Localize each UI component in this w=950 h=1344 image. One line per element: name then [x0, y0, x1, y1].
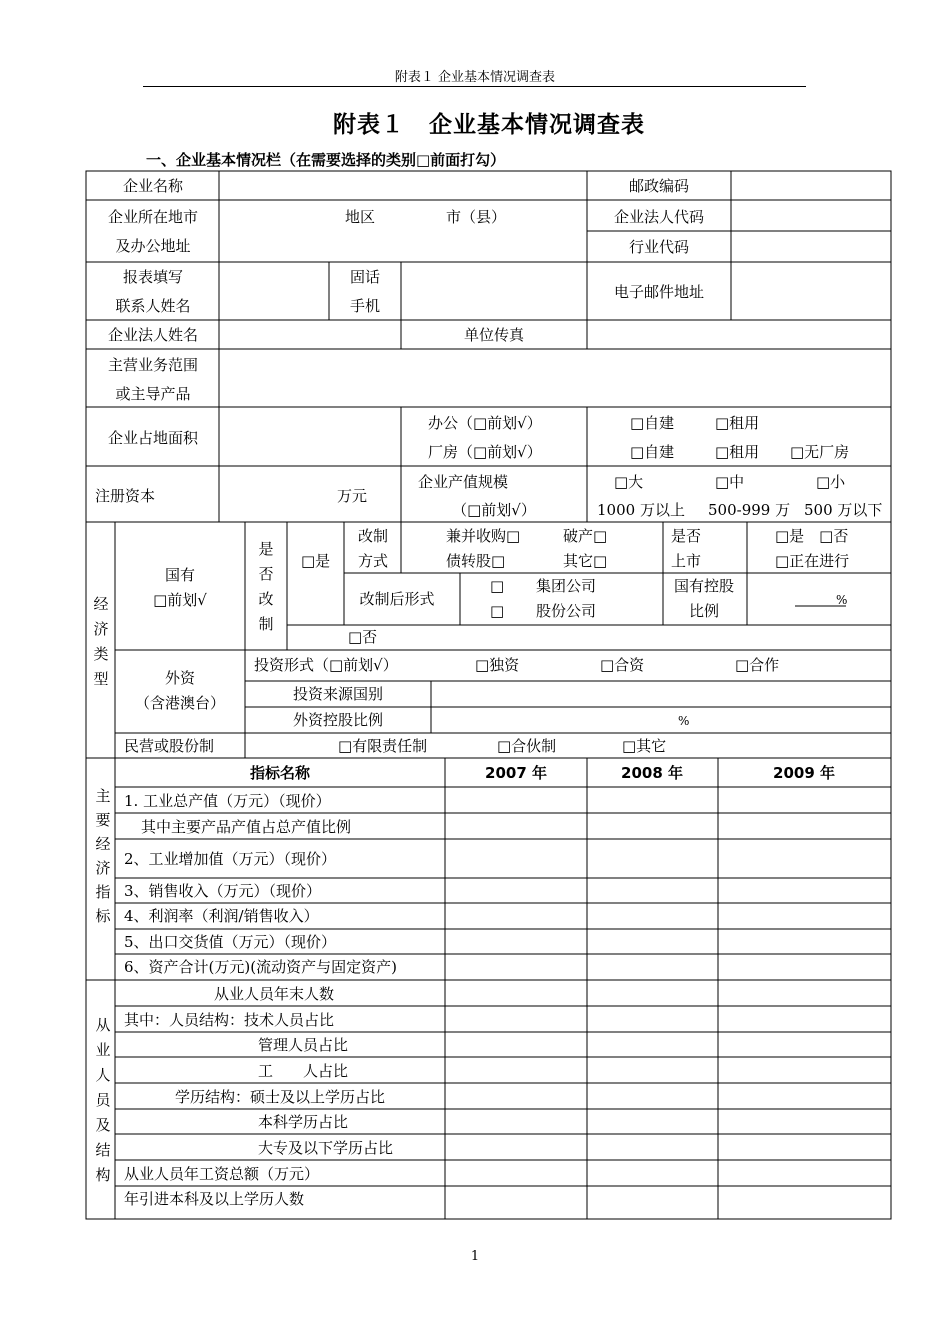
- checkbox-other-ownership[interactable]: □其它: [622, 737, 667, 755]
- label-industry-code: 行业代码: [628, 238, 690, 256]
- label-region: 地区: [345, 208, 376, 226]
- side-label-staff-5: 及: [95, 1116, 111, 1134]
- label-landline: 固话: [349, 268, 381, 286]
- label-output-scale: 企业产值规模: [417, 473, 509, 491]
- side-label-indicators-6: 标: [95, 907, 111, 925]
- staff-row-label: 本科学历占比: [258, 1113, 349, 1131]
- label-restructured-2: 否: [258, 565, 274, 583]
- checkbox-other-method[interactable]: 其它□: [563, 552, 608, 570]
- label-method-1: 改制: [357, 527, 389, 545]
- side-label-staff-1: 从: [95, 1016, 111, 1034]
- label-business-line2: 或主导产品: [115, 385, 191, 403]
- label-investment-form: 投资形式（□前划√）: [254, 656, 398, 674]
- checkbox-scale-medium[interactable]: □中: [715, 473, 745, 491]
- checkbox-factory-rented[interactable]: □租用: [715, 443, 760, 461]
- checkbox-joint-venture[interactable]: □合资: [600, 656, 645, 674]
- label-reporter-line2: 联系人姓名: [115, 297, 191, 315]
- label-listed-2: 上市: [671, 552, 702, 570]
- checkbox-restructured-yes[interactable]: □是: [301, 552, 331, 570]
- label-office: 办公（□前划√）: [428, 414, 542, 432]
- label-legal-code: 企业法人代码: [613, 208, 705, 226]
- side-label-economic-type-2: 济: [93, 620, 109, 638]
- side-label-staff-4: 员: [95, 1091, 111, 1109]
- label-location-line1: 企业所在地市: [107, 208, 199, 226]
- checkbox-debt-equity[interactable]: 债转股□: [446, 552, 506, 570]
- label-fax: 单位传真: [463, 326, 525, 344]
- staff-row-label: 管理人员占比: [258, 1036, 349, 1054]
- staff-row-label: 从业人员年末人数: [214, 985, 335, 1003]
- label-factory: 厂房（□前划√）: [428, 443, 542, 461]
- checkbox-listed-yes-no[interactable]: □是 □否: [775, 527, 849, 545]
- label-mobile: 手机: [349, 297, 381, 315]
- page-number: 1: [470, 1249, 480, 1264]
- side-label-staff-6: 结: [95, 1141, 111, 1159]
- label-foreign-1: 外资: [164, 669, 196, 687]
- label-state-share-2: 比例: [688, 602, 720, 620]
- label-state-owned: 国有: [164, 566, 196, 584]
- side-label-indicators-5: 指: [95, 883, 111, 901]
- checkbox-state-owned[interactable]: □前划√: [153, 591, 207, 609]
- checkbox-office-self-built[interactable]: □自建: [630, 414, 675, 432]
- document-title: 附表１ 企业基本情况调查表: [333, 111, 645, 138]
- section-title: 一、企业基本情况栏（在需要选择的类别□前面打勾）: [146, 151, 506, 169]
- label-source-country: 投资来源国别: [292, 685, 384, 703]
- indicator-row-label: 6、资产合计(万元)(流动资产与固定资产): [124, 958, 397, 976]
- staff-row-label: 年引进本科及以上学历人数: [124, 1190, 305, 1208]
- side-label-economic-type-4: 型: [93, 670, 109, 688]
- checkbox-cooperation[interactable]: □合作: [735, 656, 780, 674]
- label-listed-1: 是否: [671, 527, 702, 545]
- label-reporter-line1: 报表填写: [122, 268, 184, 286]
- side-label-indicators-1: 主: [95, 787, 111, 805]
- running-header: 附表１ 企业基本情况调查表: [394, 70, 556, 85]
- label-registered-capital: 注册资本: [95, 487, 156, 505]
- side-label-indicators-4: 济: [95, 859, 111, 877]
- label-method-2: 方式: [357, 552, 389, 570]
- scale-large-desc: 1000 万以上: [597, 501, 685, 519]
- foreign-share-percent: %: [678, 714, 690, 728]
- checkbox-merger[interactable]: 兼并收购□: [446, 527, 521, 545]
- state-share-percent: %: [836, 593, 848, 607]
- staff-row-label: 大专及以下学历占比: [258, 1139, 394, 1157]
- checkbox-group-company[interactable]: □: [490, 577, 505, 595]
- indicator-row-label: 5、出口交货值（万元）（现价）: [124, 933, 337, 951]
- label-private: 民营或股份制: [124, 737, 215, 755]
- side-label-staff-7: 构: [95, 1166, 111, 1184]
- indicator-row-label: 2、工业增加值（万元）（现价）: [124, 850, 337, 868]
- label-business-line1: 主营业务范围: [107, 356, 199, 374]
- scale-small-desc: 500 万以下: [804, 501, 883, 519]
- label-group-company: 集团公司: [536, 577, 597, 595]
- staff-row-label: 其中：人员结构：技术人员占比: [124, 1011, 335, 1029]
- checkbox-sole-proprietorship[interactable]: □独资: [475, 656, 520, 674]
- checkbox-scale-large[interactable]: □大: [614, 473, 644, 491]
- staff-row-label: 从业人员年工资总额（万元）: [124, 1165, 320, 1183]
- checkbox-office-rented[interactable]: □租用: [715, 414, 760, 432]
- checkbox-restructured-no[interactable]: □否: [348, 628, 378, 646]
- indicator-row-label: 1. 工业总产值（万元）（现价）: [124, 792, 331, 810]
- checkbox-scale-small[interactable]: □小: [816, 473, 846, 491]
- checkbox-joint-stock[interactable]: □: [490, 602, 505, 620]
- side-label-economic-type-1: 经: [93, 595, 109, 613]
- label-location-line2: 及办公地址: [115, 237, 191, 255]
- label-foreign-2: （含港澳台）: [134, 694, 226, 712]
- label-output-scale-tick: （□前划√）: [452, 501, 536, 519]
- indicator-row-label: 4、利润率（利润/销售收入）: [124, 907, 319, 925]
- staff-row-label: 工 人占比: [258, 1062, 349, 1080]
- indicator-row-label: 其中主要产品产值占总产值比例: [141, 818, 352, 836]
- label-city: 市（县）: [446, 208, 507, 226]
- column-header-year-2007: 2007 年: [485, 764, 547, 782]
- label-wan-yuan: 万元: [337, 487, 368, 505]
- scale-medium-desc: 500-999 万: [708, 501, 791, 519]
- label-postal-code: 邮政编码: [628, 177, 690, 195]
- label-after-form: 改制后形式: [359, 590, 435, 608]
- column-header-year-2008: 2008 年: [621, 764, 683, 782]
- checkbox-partnership[interactable]: □合伙制: [497, 737, 557, 755]
- indicator-row-label: 3、销售收入（万元）（现价）: [124, 882, 322, 900]
- side-label-staff-2: 业: [95, 1041, 111, 1059]
- checkbox-factory-self-built[interactable]: □自建: [630, 443, 675, 461]
- label-email: 电子邮件地址: [613, 283, 705, 301]
- side-label-indicators-2: 要: [95, 811, 111, 829]
- label-legal-name: 企业法人姓名: [107, 326, 199, 344]
- label-state-share-1: 国有控股: [673, 577, 735, 595]
- label-foreign-share: 外资控股比例: [292, 711, 384, 729]
- label-joint-stock: 股份公司: [536, 602, 597, 620]
- column-header-indicator-name: 指标名称: [249, 764, 311, 782]
- side-label-staff-3: 人: [95, 1066, 111, 1084]
- label-company-name: 企业名称: [122, 177, 184, 195]
- staff-row-label: 学历结构：硕士及以上学历占比: [175, 1088, 386, 1106]
- side-label-indicators-3: 经: [95, 835, 111, 853]
- checkbox-no-factory[interactable]: □无厂房: [790, 443, 850, 461]
- checkbox-bankrupt[interactable]: 破产□: [563, 527, 608, 545]
- checkbox-listing-in-progress[interactable]: □正在进行: [775, 552, 850, 570]
- label-restructured-3: 改: [258, 590, 274, 608]
- label-restructured-1: 是: [258, 540, 274, 558]
- label-land-area: 企业占地面积: [107, 429, 199, 447]
- checkbox-limited-liability[interactable]: □有限责任制: [338, 737, 428, 755]
- label-restructured-4: 制: [258, 615, 274, 633]
- side-label-economic-type-3: 类: [93, 645, 109, 663]
- column-header-year-2009: 2009 年: [773, 764, 835, 782]
